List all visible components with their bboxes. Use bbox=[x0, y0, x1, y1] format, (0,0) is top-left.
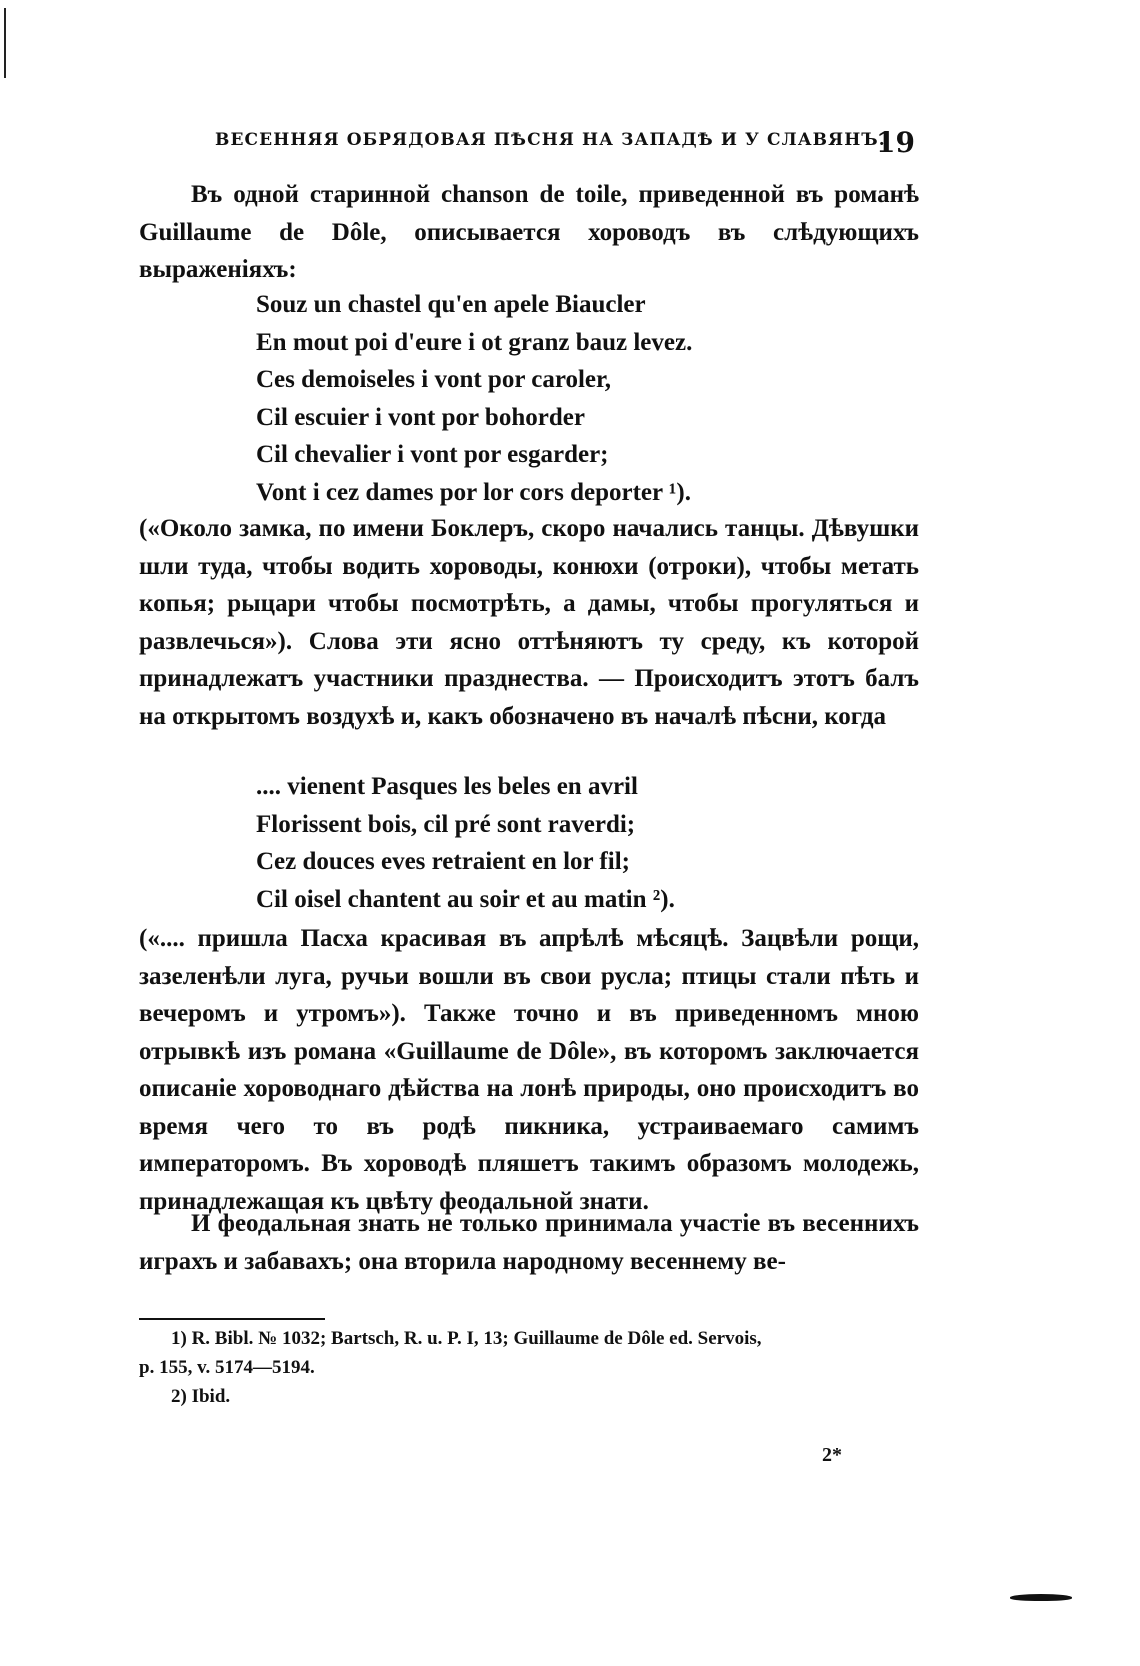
translation-paragraph-1: («Около замка, по имени Боклеръ, скоро начались танцы. Дѣвушки шли туда, чтобы водить хороводы, конюхи (отроки), чтобы метать копья; рыцари чтобы посмотрѣть, а дамы, чтобы прогуляться и развлечься»). Слова эти ясно оттѣняютъ ту среду, къ которой принадлежатъ участники празднества. — Происходитъ этотъ балъ на открытомъ воздухѣ и, какъ обозначено въ началѣ пѣсни, когда bbox=[139, 515, 919, 730]
verse-block-2 bbox=[256, 768, 675, 918]
footnote-1-line-2: p. 155, v. 5174—5194. bbox=[139, 1357, 315, 1378]
verse-line: Souz un chastel qu'en apele Biaucler bbox=[256, 291, 646, 318]
footnote-2: 2) Ibid. bbox=[171, 1386, 231, 1407]
footnote-divider bbox=[139, 1318, 325, 1320]
verse-line: Cez douces eves retraient en lor fil; bbox=[256, 848, 630, 876]
closing-block bbox=[139, 1205, 919, 1280]
intro-paragraph: Въ одной старинной chanson de toile, приведенной въ романѣ Guillaume de Dôle, описывается хороводъ въ слѣдующихъ выраженіяхъ: bbox=[139, 181, 919, 283]
verse-line: Vont i cez dames por lor cors deporter ¹). bbox=[256, 478, 691, 506]
translation-paragraph-2: («.... пришла Пасха красивая въ апрѣлѣ мѣсяцѣ. Зацвѣли рощи, зазеленѣли луга, ручьи вошли въ свои русла; птицы стали пѣть и вечеромъ и утромъ»). Также точно и въ приведенномъ мною отрывкѣ изъ романа «Guillaume de Dôle», въ которомъ заключается описаніе хороводнаго дѣйства на лонѣ природы, оно происходитъ во время чего то въ родѣ пикника, устраиваемаго самимъ императоромъ. Въ хороводѣ пляшетъ такимъ образомъ молодежь, принадлежащая къ цвѣту феодальной знати. bbox=[139, 925, 919, 1215]
verse-block-1 bbox=[256, 286, 692, 512]
verse-line: .... vienent Pasques les beles en avril bbox=[256, 773, 638, 800]
intro-block bbox=[139, 176, 919, 289]
verse-line: Cil escuier i vont por bohorder bbox=[256, 403, 585, 431]
ink-smudge bbox=[1010, 1594, 1072, 1601]
translation-block-1 bbox=[139, 510, 919, 735]
footnote-1-line-1: 1) R. Bibl. № 1032; Bartsch, R. u. P. I, 13; Guillaume de Dôle ed. Servois, bbox=[171, 1328, 762, 1349]
running-head bbox=[215, 126, 915, 158]
page-number: 19 bbox=[876, 126, 915, 159]
signature-mark: 2* bbox=[822, 1444, 842, 1466]
running-title: ВЕСЕННЯЯ ОБРЯДОВАЯ ПѢСНЯ НА ЗАПАДѢ И У СЛАВЯНЪ. bbox=[215, 130, 886, 150]
verse-line: Ces demoiseles i vont por caroler, bbox=[256, 366, 612, 394]
footnotes bbox=[139, 1324, 919, 1411]
verse-line: Cil chevalier i vont por esgarder; bbox=[256, 441, 609, 469]
verse-line: Cil oisel chantent au soir et au matin ²). bbox=[256, 885, 675, 913]
scan-edge-mark bbox=[4, 8, 6, 78]
closing-paragraph: И феодальная знать не только принимала участіе въ весеннихъ играхъ и забавахъ; она вторила народному весеннему ве- bbox=[139, 1210, 919, 1275]
translation-block-2 bbox=[139, 920, 919, 1220]
verse-line: Florissent bois, cil pré sont raverdi; bbox=[256, 810, 636, 838]
verse-line: En mout poi d'eure i ot granz bauz levez. bbox=[256, 328, 693, 356]
